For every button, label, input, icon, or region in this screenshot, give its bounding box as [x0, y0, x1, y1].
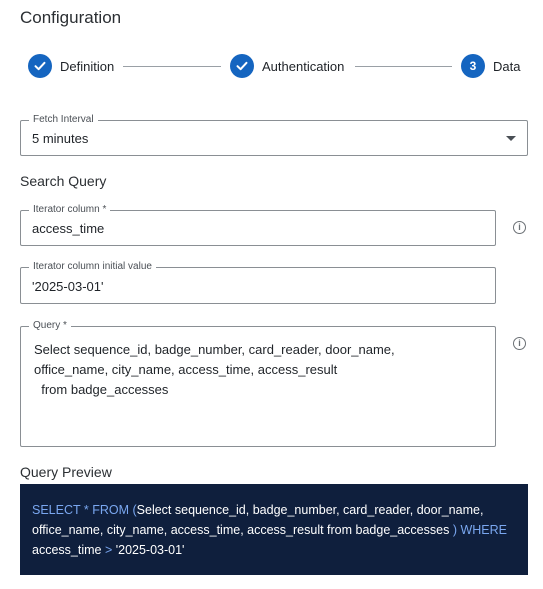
sql-column: access_time: [32, 543, 102, 557]
search-query-heading: Search Query: [20, 173, 107, 189]
sql-value: '2025-03-01': [115, 543, 185, 557]
step-label-data[interactable]: Data: [493, 59, 521, 74]
info-icon[interactable]: i: [513, 221, 526, 234]
step-connector: [355, 66, 452, 67]
query-text[interactable]: Select sequence_id, badge_number, card_reader, door_name, office_name, city_name, access_time, access_result from badge_accesses: [34, 342, 395, 397]
step-data-number[interactable]: 3: [461, 54, 485, 78]
sql-keyword-select: SELECT * FROM (: [32, 503, 137, 517]
query-textarea[interactable]: [20, 320, 496, 447]
step-authentication-check-icon[interactable]: [230, 54, 254, 78]
query-label: Query *: [29, 320, 71, 332]
iterator-initial-value-label: Iterator column initial value: [29, 261, 156, 273]
iterator-initial-value-field[interactable]: [20, 261, 496, 304]
iterator-column-label: Iterator column *: [29, 204, 110, 216]
step-connector: [123, 66, 221, 67]
fetch-interval-label: Fetch Interval: [29, 114, 98, 126]
stepper: [20, 53, 528, 79]
fetch-interval-select[interactable]: [20, 114, 528, 156]
chevron-down-icon[interactable]: [506, 136, 516, 141]
step-label-authentication[interactable]: Authentication: [262, 59, 345, 74]
query-preview-heading: Query Preview: [20, 464, 112, 480]
sql-keyword-where: ) WHERE: [449, 523, 507, 537]
sql-operator: >: [101, 543, 116, 557]
query-preview-box: [20, 484, 528, 575]
sql-inner-query: Select sequence_id, badge_number, card_reader, door_name, office_name, city_name, access_time, access_result from badge_accesses: [32, 503, 484, 537]
step-definition-check-icon[interactable]: [28, 54, 52, 78]
iterator-initial-value[interactable]: '2025-03-01': [32, 279, 104, 294]
iterator-column-field[interactable]: [20, 204, 496, 246]
step-label-definition[interactable]: Definition: [60, 59, 115, 74]
fetch-interval-value: 5 minutes: [32, 131, 89, 146]
iterator-column-value[interactable]: access_time: [32, 221, 105, 236]
page-title: Configuration: [20, 8, 122, 27]
info-icon[interactable]: i: [513, 337, 526, 350]
